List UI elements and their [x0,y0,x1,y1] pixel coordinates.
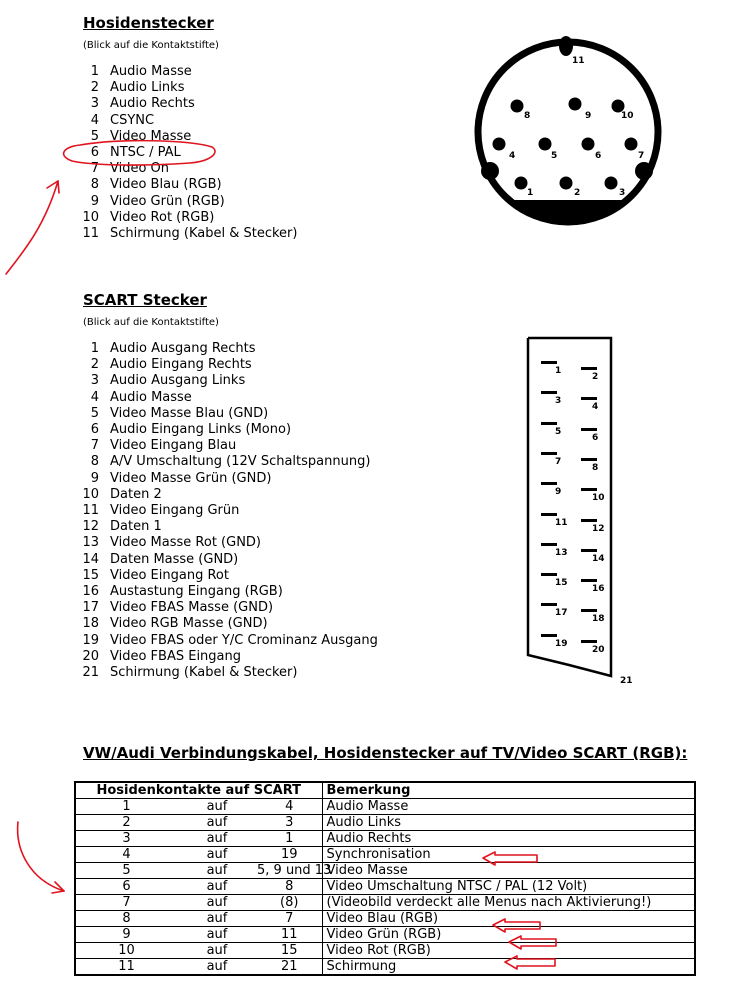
scart-pin-mark [541,482,557,485]
pin-number: 5 [90,128,99,144]
hosiden-pin-row [81,209,215,226]
pin-label: Daten Masse (GND) [110,551,239,567]
remark-cell: Schirmung [322,959,695,976]
pin-label: Schirmung (Kabel & Stecker) [110,665,298,680]
header-contacts: Hosidenkontakte auf SCART [75,782,322,799]
scart-pin-row [81,470,272,487]
table-row [75,799,695,815]
scart-contact-cell: 7 [257,911,322,927]
scart-pin-mark [581,579,597,582]
hosiden-pin-label: 9 [585,111,592,121]
hosiden-pin-row [81,145,181,161]
scart-pin-label: 5 [555,426,562,437]
remark-cell: Video Umschaltung NTSC / PAL (12 Volt) [322,879,695,895]
scart-pin-row [81,535,261,551]
scart-contact-cell: 5, 9 und 13 [257,863,332,878]
scart-pin-mark [541,634,557,637]
hosiden-connector-diagram [470,34,670,234]
pin-label: Video FBAS Eingang [110,648,242,664]
hosiden-pin-label: 8 [524,111,531,121]
scart-pin-label: 2 [592,372,599,382]
scart-pin-mark [541,543,557,546]
scart-contact-cell: 1 [257,831,322,847]
remark-cell: Synchronisation [322,847,695,863]
scart-pin-row [81,600,274,616]
auf-cell: auf [177,863,257,879]
hosiden-title: Hosidenstecker [83,14,214,32]
scart-title: SCART Stecker [83,291,207,309]
scart-pin-row [81,373,246,389]
table-row [75,959,695,976]
pin-label: NTSC / PAL [110,145,181,160]
table-row [75,815,695,831]
scart-pin-mark [541,391,557,394]
pin-label: Schirmung (Kabel & Stecker) [110,226,298,241]
scart-pin-mark [541,573,557,576]
hosiden-pin-row [81,161,170,177]
pin-label: Video Eingang Rot [110,567,229,583]
scart-pin-mark [581,549,597,552]
scart-note: (Blick auf die Kontaktstifte) [83,317,219,328]
pin-label: Video Masse Rot (GND) [110,535,261,551]
hosiden-contact-cell: 9 [75,927,177,943]
scart-pin-row [81,567,229,584]
scart-pin-row [81,405,269,422]
scart-pin-label: 17 [555,608,568,619]
auf-cell: auf [177,927,257,943]
scart-pin-mark [581,458,597,461]
pin-label: Video FBAS Masse (GND) [110,600,274,616]
hosiden-contact-cell: 10 [75,943,177,959]
pin-label: Audio Ausgang Rechts [110,341,256,356]
hosiden-pin-label: 1 [527,188,534,198]
scart-pin-mark [541,422,557,425]
pin-label: Video Blau (RGB) [110,177,222,193]
auf-cell: auf [177,815,257,831]
scart-pin-label: 13 [555,547,568,558]
table-row [75,911,695,927]
scart-pin-row [81,341,256,357]
hosiden-pin-label: 3 [619,188,626,198]
remark-cell: Video Grün (RGB) [322,927,695,943]
hosiden-contact-cell: 5 [75,863,177,879]
auf-cell: auf [177,847,257,863]
scart-pin-mark [581,640,597,643]
pin-label: Daten 2 [110,486,162,502]
arrow-to-table-row-6 [18,822,64,891]
auf-cell: auf [177,959,257,976]
table-row [75,831,695,847]
scart-pin-label: 1 [555,366,562,376]
pin-number: 4 [90,389,99,405]
pin-number: 8 [90,177,99,193]
pin-number: 6 [90,422,99,437]
scart-contact-cell: 19 [257,847,322,863]
scart-pin-row [81,422,292,438]
hosiden-pin-row [81,112,155,129]
pin-label: Video RGB Masse (GND) [110,616,268,632]
scart-pin-label: 15 [555,578,568,589]
scart-pin-label: 14 [592,553,605,564]
hosiden-contact-cell: 11 [75,959,177,976]
pin-number: 2 [90,357,99,373]
table-row [75,895,695,911]
pin-number: 8 [90,454,99,470]
scart-contact-cell: 3 [257,815,322,831]
pin-label: Audio Eingang Links (Mono) [110,422,292,437]
pin-number: 14 [82,551,99,567]
auf-cell: auf [177,895,257,911]
scart-pin-row [81,584,283,600]
pin-number: 13 [82,535,99,551]
cable-title: VW/Audi Verbindungskabel, Hosidenstecker auf TV/Video SCART (RGB): [83,744,688,762]
pin-label: Audio Links [110,80,185,96]
pin-number: 5 [90,405,99,421]
pin-label: Video Rot (RGB) [110,209,215,225]
auf-cell: auf [177,911,257,927]
scart-contact-cell: 8 [257,879,322,895]
pin-number: 10 [82,209,99,225]
scart-pin-row [81,389,192,406]
pin-label: A/V Umschaltung (12V Schaltspannung) [110,454,371,470]
scart-pin-label: 11 [555,517,568,528]
pin-number: 7 [90,161,99,177]
scart-pin-row [81,519,162,535]
pin-label: Audio Rechts [110,96,195,112]
pin-label: Video Grün (RGB) [110,193,225,209]
arrow-to-ntsc-pal [6,181,58,274]
scart-pin-mark [541,452,557,455]
scart-pin-label: 9 [555,487,562,498]
pin-label: Audio Masse [110,389,192,405]
scart-pin-label: 6 [592,432,599,443]
pin-label: Austastung Eingang (RGB) [110,584,283,599]
pin-label: Audio Masse [110,64,192,79]
pin-number: 1 [90,64,99,79]
pin-label: Video Masse Grün (GND) [110,470,272,486]
hosiden-contact-cell: 4 [75,847,177,863]
hosiden-pin-row [81,96,195,112]
remark-cell: (Videobild verdeckt alle Menus nach Aktivierung!) [322,895,695,911]
pin-number: 4 [90,112,99,128]
pin-number: 1 [90,341,99,356]
remark-cell: Audio Masse [322,799,695,815]
scart-pin-mark [541,603,557,606]
scart-contact-cell: (8) [257,895,322,911]
scart-pin-mark [541,513,557,516]
scart-pin-label: 10 [592,493,605,504]
hosiden-pin-label: 10 [621,111,634,121]
pin-label: Audio Ausgang Links [110,373,246,389]
hosiden-pin-row [81,128,192,145]
pin-label: Video Masse [110,128,192,144]
remark-cell: Audio Links [322,815,695,831]
pin-label: Video On [110,161,170,177]
scart-pin-row [81,438,237,454]
hosiden-contact-cell: 1 [75,799,177,815]
scart-pin-mark [581,519,597,522]
hosiden-pin-label: 6 [595,151,602,161]
pin-label: Video Eingang Blau [110,438,237,454]
hosiden-contact-cell: 7 [75,895,177,911]
hosiden-pin-row [81,226,298,242]
pin-label: Video Eingang Grün [110,503,240,518]
pin-number: 12 [82,519,99,535]
scart-pin-row [81,665,298,681]
scart-pin-row [81,486,162,503]
scart-connector-diagram [520,332,620,682]
scart-pin-row [81,648,242,665]
scart-pin-row [81,357,252,373]
scart-pin-row [81,503,240,519]
hosiden-pin-label: 4 [509,151,516,161]
table-row [75,943,695,959]
table-header-row [75,782,695,799]
scart-pin-mark [581,488,597,491]
hosiden-pin-label: 2 [574,188,581,198]
hosiden-contact-cell: 3 [75,831,177,847]
scart-contact-cell: 11 [257,927,322,943]
table-row [75,879,695,895]
scart-pin-row [81,616,268,632]
cable-pinout-table [74,781,696,976]
pin-number: 11 [82,226,99,241]
hosiden-contact-cell: 6 [75,879,177,895]
pin-number: 17 [82,600,99,616]
hosiden-pin-row [81,80,185,96]
pin-number: 9 [90,193,99,209]
hosiden-pin-row [81,193,225,210]
table-row [75,863,695,879]
pin-number: 9 [90,470,99,486]
pin-number: 3 [90,373,99,389]
auf-cell: auf [177,879,257,895]
auf-cell: auf [177,799,257,815]
hosiden-contact-cell: 8 [75,911,177,927]
scart-pin-label: 18 [592,614,605,625]
hosiden-pin-label: 5 [551,151,558,161]
auf-cell: auf [177,943,257,959]
pin-number: 18 [82,616,99,632]
hosiden-pin-row [81,177,222,193]
remark-cell: Video Rot (RGB) [322,943,695,959]
pin-number: 20 [82,648,99,664]
scart-pin-label: 19 [555,638,568,649]
pin-number: 11 [82,503,99,518]
pin-label: Video FBAS oder Y/C Crominanz Ausgang [110,632,378,648]
pin-number: 7 [90,438,99,454]
pin-number: 19 [82,632,99,648]
scart-contact-cell: 15 [257,943,322,959]
scart-pin-mark [581,609,597,612]
scart-pin-label: 8 [592,462,599,473]
pin-number: 3 [90,96,99,112]
pin-number: 10 [82,486,99,502]
hosiden-note: (Blick auf die Kontaktstifte) [83,40,219,51]
scart-contact-cell: 4 [257,799,322,815]
scart-pin-row [81,551,239,568]
auf-cell: auf [177,831,257,847]
remark-cell: Video Blau (RGB) [322,911,695,927]
pin-label: Video Masse Blau (GND) [110,405,269,421]
scart-pin-mark [581,428,597,431]
table-row [75,927,695,943]
hosiden-contact-cell: 2 [75,815,177,831]
scart-pin-mark [581,367,597,370]
pin-label: CSYNC [110,112,155,128]
scart-pin-row [81,632,378,649]
scart-pin-label: 20 [592,644,605,655]
remark-cell: Video Masse [322,863,695,879]
pin-number: 6 [90,145,99,160]
pin-label: Daten 1 [110,519,162,535]
pin-number: 2 [90,80,99,96]
hosiden-pin-row [81,64,192,80]
scart-pin-label: 16 [592,584,605,595]
scart-pin-mark [541,361,557,364]
pin-number: 15 [82,567,99,583]
scart-pin-mark [581,397,597,400]
table-row [75,847,695,863]
scart-pin-label: 21 [620,676,633,686]
header-remark: Bemerkung [322,782,695,799]
scart-contact-cell: 21 [257,959,322,976]
scart-pin-label: 4 [592,402,599,413]
pin-number: 16 [82,584,99,599]
remark-cell: Audio Rechts [322,831,695,847]
scart-pin-row [81,454,371,470]
pin-number: 21 [82,665,99,680]
pin-label: Audio Eingang Rechts [110,357,252,373]
scart-pin-label: 12 [592,523,605,534]
hosiden-pin-label: 11 [572,56,585,66]
scart-pin-label: 7 [555,456,562,467]
scart-pin-label: 3 [555,396,562,407]
hosiden-pin-label: 7 [638,151,645,161]
